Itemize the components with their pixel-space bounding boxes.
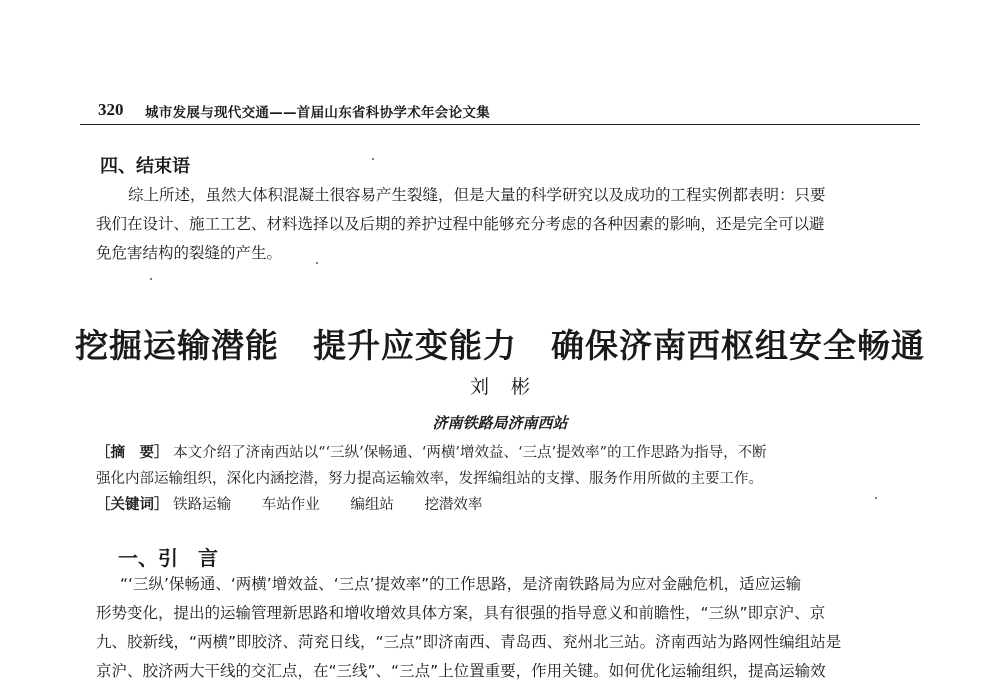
scan-speck (372, 158, 374, 160)
introduction-line: 九、胶新线，“两横”即胶济、菏兖日线，“三点”即济南西、青岛西、兖州北三站。济南西站为路网性编组站是 (96, 633, 842, 651)
keyword: 车站作业 (261, 497, 320, 513)
author-affiliation: 济南铁路局济南西站 (432, 414, 568, 432)
author-name: 刘彬 (469, 376, 552, 398)
introduction-line: 京沪、胶济两大干线的交汇点，在“三线”、“三点”上位置重要，作用关键。如何优化运输组织，提高运输效 (96, 662, 826, 680)
abstract-line: 强化内部运输组织，深化内涵挖潜，努力提高运输效率，发挥编组站的支撑、服务作用所做的主要工作。 (96, 471, 763, 487)
introduction-paragraph (96, 570, 926, 686)
article-title: 挖掘运输潜能 提升应变能力 确保济南西枢组安全畅通 (75, 326, 925, 365)
scan-speck (875, 497, 877, 499)
conclusion-heading: 四、结束语 (100, 156, 190, 177)
introduction-line: 形势变化，提出的运输管理新思路和增收增效具体方案，具有很强的指导意义和前瞻性，“三纵”即京沪、京 (96, 604, 826, 622)
running-header (80, 98, 920, 125)
page-number: 320 (98, 100, 124, 119)
scan-speck (316, 262, 318, 264)
introduction-heading: 一、引 言 (118, 546, 218, 570)
abstract-label: ［摘 要］ (96, 445, 169, 461)
abstract (96, 440, 926, 518)
keywords (96, 492, 926, 518)
abstract-line: 本文介绍了济南西站以“‘三纵’保畅通、‘两横’增效益、‘三点’提效率”的工作思路为指导，不断 (173, 445, 767, 461)
conclusion-line: 综上所述，虽然大体积混凝土很容易产生裂缝，但是大量的科学研究以及成功的工程实例都表明：只要 (128, 186, 826, 204)
keyword: 编组站 (350, 497, 394, 513)
conclusion-paragraph (96, 181, 920, 268)
keyword: 挖潜效率 (424, 497, 483, 513)
scan-speck (150, 278, 152, 280)
running-title: 城市发展与现代交通——首届山东省科协学术年会论文集 (145, 105, 490, 121)
introduction-line: “‘三纵’保畅通、‘两横’增效益、‘三点’提效率”的工作思路，是济南铁路局为应对金融危机，适应运输 (120, 575, 802, 593)
keywords-label: ［关键词］ (96, 497, 169, 513)
conclusion-line: 我们在设计、施工工艺、材料选择以及后期的养护过程中能够充分考虑的各种因素的影响，还是完全可以避 (96, 215, 825, 233)
keyword: 铁路运输 (173, 497, 232, 513)
conclusion-line: 免危害结构的裂缝的产生。 (96, 244, 283, 262)
